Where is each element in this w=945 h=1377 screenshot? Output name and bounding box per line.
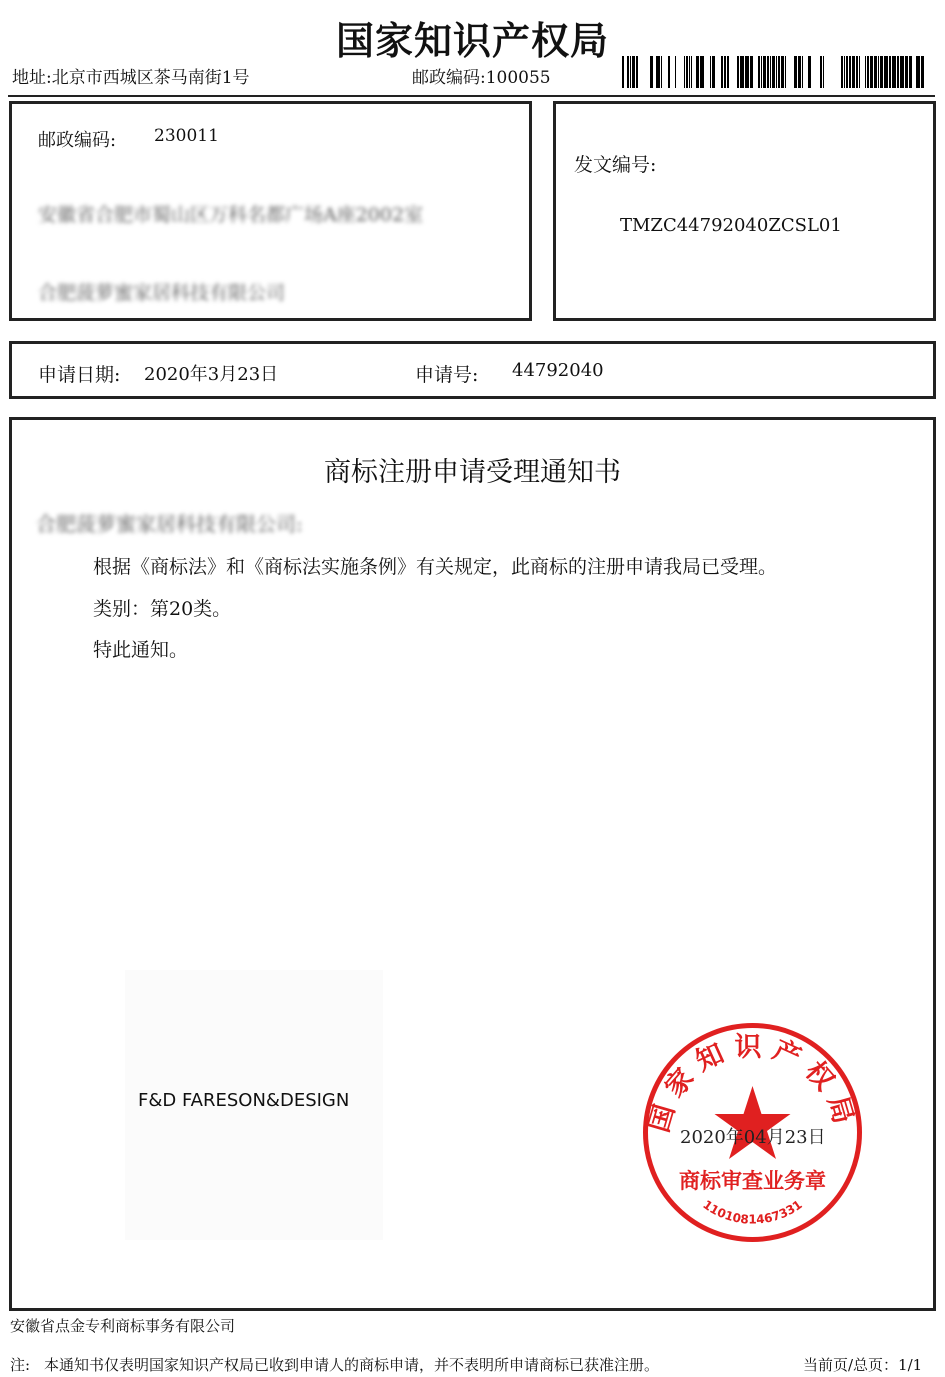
footer-note-label: 注: [10,1356,31,1374]
doc-number-box [553,101,936,321]
notice-paragraph-3: 特此通知。 [93,639,189,661]
barcode [622,56,930,88]
application-date-value: 2020年3月23日 [144,364,279,385]
office-title: 国家知识产权局 [335,18,609,63]
seal-code-text: 1101081467331 [700,1197,805,1227]
recipient-postcode-label: 邮政编码: [38,130,117,151]
office-address: 地址:北京市西城区茶马南街1号 [12,68,250,88]
notice-title: 商标注册申请受理通知书 [324,457,621,488]
seal-bottom-text: 商标审查业务章 [679,1169,826,1193]
office-postcode: 邮政编码:100055 [412,68,551,88]
agency-name: 安徽省点金专利商标事务有限公司 [10,1317,236,1335]
doc-number-value: TMZC44792040ZCSL01 [620,215,842,236]
application-box [9,341,936,399]
recipient-box [9,101,532,321]
application-number-label: 申请号: [415,364,479,386]
issue-date: 2020年04月23日 [680,1127,826,1148]
page-indicator: 当前页/总页：1/1 [803,1356,923,1374]
doc-number-label: 发文编号: [574,154,657,176]
application-number-value: 44792040 [512,360,604,381]
notice-paragraph-2: 类别：第20类。 [93,598,232,620]
recipient-address: 安徽省合肥市蜀山区万科名都广场A座2002室 [38,204,424,226]
trademark-logo-text: F&D FARESON&DESIGN [138,1090,350,1111]
notice-addressee: 合肥菠萝蜜家居科技有限公司: [36,512,303,536]
footer-note: 本通知书仅表明国家知识产权局已收到申请人的商标申请，并不表明所申请商标已获准注册。 [44,1356,660,1374]
header-divider [8,95,935,97]
recipient-company: 合肥菠萝蜜家居科技有限公司 [38,282,286,304]
recipient-postcode-value: 230011 [154,126,219,146]
application-date-label: 申请日期: [38,364,121,386]
notice-paragraph-1: 根据《商标法》和《商标法实施条例》有关规定，此商标的注册申请我局已受理。 [93,556,778,578]
svg-text:1101081467331 [700,1197,805,1226]
seal-arc-text: 国家知识产权局 [643,1032,862,1136]
